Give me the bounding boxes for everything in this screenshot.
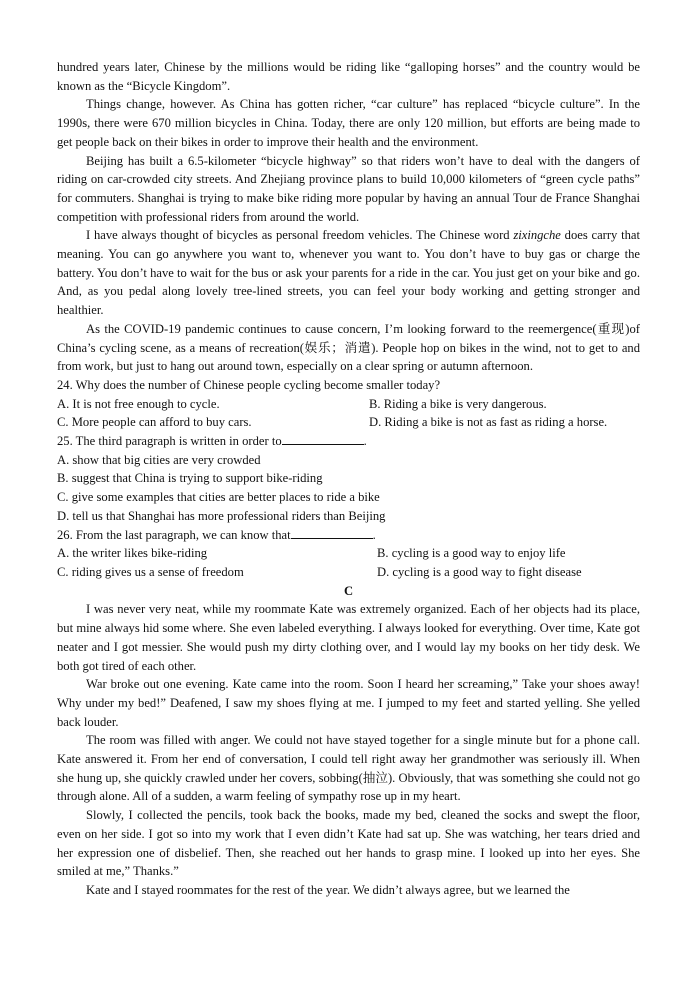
paragraph-b4-post: does carry that meaning. You can go anywhere you want to, whenever you want to. You don’t have to buy gas or charge the battery. You don’t have to wait for the bus or ask your parents for a ride in the car. You just get on your bike and go. And, as you pedal along lovely tree-lined streets, you can feel your body working and getting stronger and healthier. [57,228,640,318]
question-26-stem-end: . [372,527,376,542]
exam-page [57,58,640,900]
question-26-option-a: A. the writer likes bike-riding [57,546,208,561]
paragraph-c4: Slowly, I collected the pencils, took back the books, made my bed, cleaned the socks and swept the floor, even on her side. I got so into my work that I even didn’t Kate had sat up. She was watching, her tears dried and her expression one of disbelief. Then, she reached out her hands to grasp mine. I looked up into her eyes. She smiled at me,” Thanks.” [57,808,640,879]
question-24-option-a: A. It is not free enough to cycle. [57,396,220,411]
question-24-option-b: B. Riding a bike is very dangerous. [369,396,547,411]
question-26-option-c: C. riding gives us a sense of freedom [57,564,244,579]
question-25-blank [282,432,364,445]
paragraph-b2: Things change, however. As China has gotten richer, “car culture” has replaced “bicycle culture”. In the 1990s, there were 670 million bicycles in China. Today, there are only 120 million, but efforts are being made to get people back on their bikes in order to improve their health and the environment. [57,97,640,149]
question-26-option-d: D. cycling is a good way to fight disease [377,564,582,579]
question-25-option-c: C. give some examples that cities are better places to ride a bike [57,490,380,505]
question-25-option-a: A. show that big cities are very crowded [57,452,261,467]
paragraph-c5: Kate and I stayed roommates for the rest of the year. We didn’t always agree, but we learned the [86,882,570,897]
paragraph-b4-word: zixingche [513,228,561,243]
question-25-stem-end: . [363,434,367,449]
question-25-option-d: D. tell us that Shanghai has more professional riders than Beijing [57,508,386,523]
paragraph-c2: War broke out one evening. Kate came into the room. Soon I heard her screaming,” Take your shoes away! Why under my bed!” Deafened, I saw my shoes flying at me. I jumped to my feet and started yelling. She yelled back louder. [57,677,640,729]
question-24-stem: 24. Why does the number of Chinese people cycling become smaller today? [57,377,441,392]
paragraph-b1: hundred years later, Chinese by the millions would be riding like “galloping horses” and the country would be known as the “Bicycle Kingdom”. [57,60,640,93]
question-24-options [57,395,640,432]
question-26-stem [57,526,640,545]
question-26-options [57,544,640,581]
paragraph-b4 [57,226,640,320]
paragraph-b5: As the COVID-19 pandemic continues to cause concern, I’m looking forward to the reemergence(重现)of China’s cycling scene, as a means of recreation(娱乐；消遣). People hop on bikes in the wind, not to get to and from work, but just to hang out around town, especially on a clear spring or autumn afternoon. [57,321,640,374]
question-26-stem-text: 26. From the last paragraph, we can know that [57,527,291,542]
paragraph-c3: The room was filled with anger. We could not have stayed together for a single minute but for a phone call. Kate answered it. From her end of conversation, I could tell right away her grandmother was seriously ill. When she hung up, she quickly crawled under her covers, sobbing(抽泣). Obviously, that was something she could not go through alone. All of a sudden, a warm feeling of sympathy rose up in my heart. [57,733,640,804]
question-26-blank [291,526,373,539]
question-25-stem-text: 25. The third paragraph is written in order to [57,434,282,449]
question-24-option-c: C. More people can afford to buy cars. [57,415,252,430]
paragraph-b4-pre: I have always thought of bicycles as personal freedom vehicles. The Chinese word [86,228,514,243]
paragraph-c1: I was never very neat, while my roommate Kate was extremely organized. Each of her objects had its place, but mine always hid some where. She even labeled everything. I always looked for everything. Over time, Kate got neater and I got messier. She would push my dirty clothing over, and I would lay my books on her tidy desk. We both got tired of each other. [57,602,640,673]
question-25-stem [57,432,640,451]
question-24-option-d: D. Riding a bike is not as fast as riding a horse. [369,415,608,430]
section-c-heading: C [343,583,354,598]
paragraph-b3: Beijing has built a 6.5-kilometer “bicycle highway” so that riders won’t have to deal with the dangers of riding on car-crowded city streets. And Zhejiang province plans to build 10,000 kilometers of “green cycle paths” for commuters. Shanghai is trying to make bike riding more popular by having an annual Tour de France Shanghai competition with professional riders from around the world. [57,153,640,224]
question-26-option-b: B. cycling is a good way to enjoy life [377,546,566,561]
question-25-option-b: B. suggest that China is trying to support bike-riding [57,471,323,486]
